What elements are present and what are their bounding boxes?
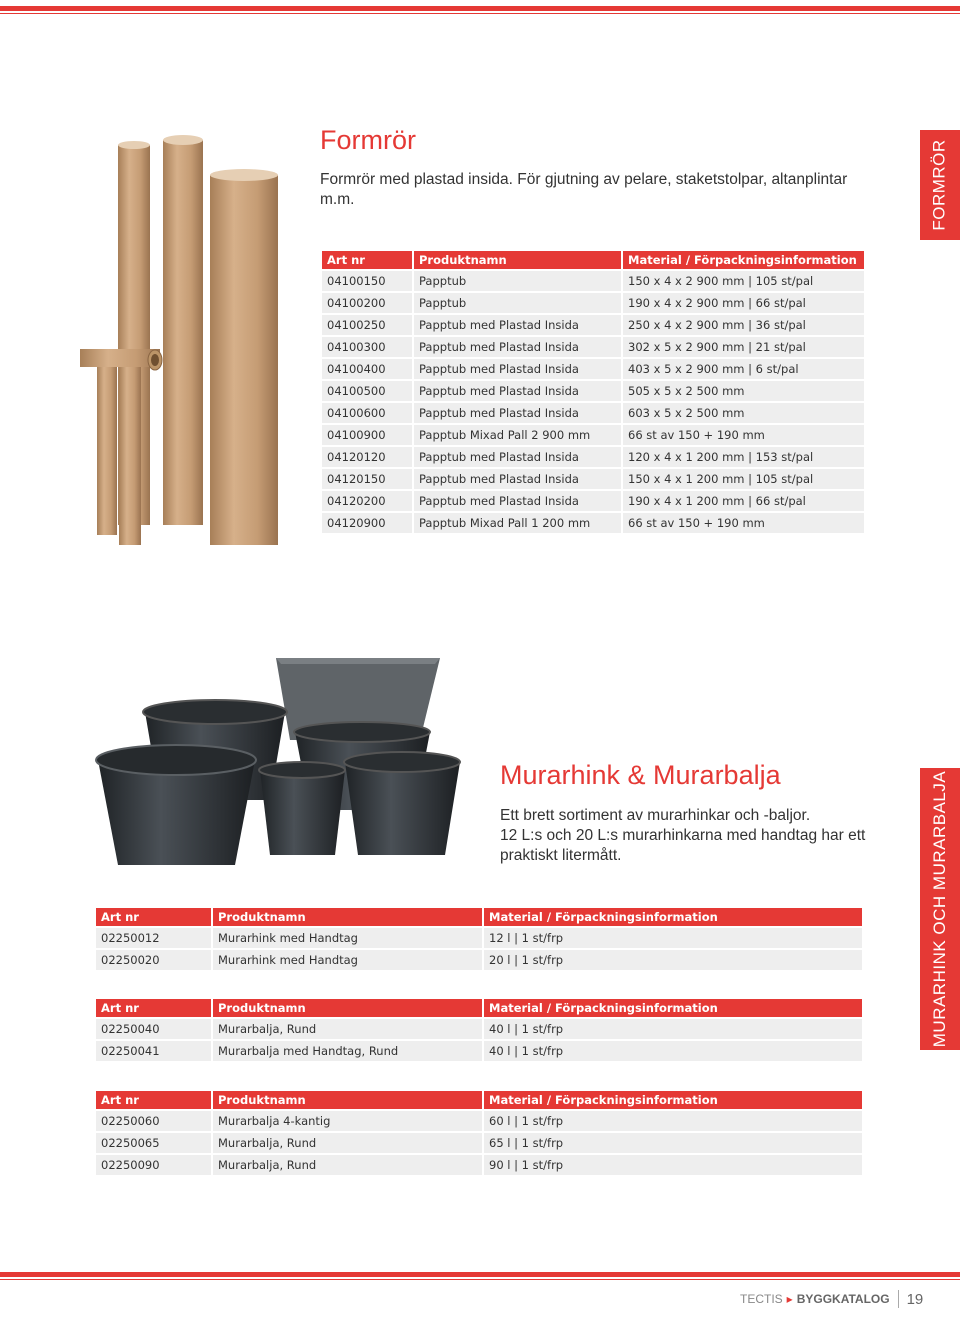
- bottom-accent-line: [0, 1279, 960, 1280]
- column-header: Art nr: [96, 908, 211, 926]
- formror-description: Formrör med plastad insida. För gjutning av pelare, staketstolpar, altanplintar m.m.: [320, 171, 848, 208]
- column-header: Produktnamn: [414, 251, 621, 269]
- table-cell: 603 x 5 x 2 500 mm: [623, 403, 864, 423]
- table-cell: Papptub: [414, 293, 621, 313]
- table-cell: 505 x 5 x 2 500 mm: [623, 381, 864, 401]
- side-tab-murarhink-label: MURARHINK OCH MURARBALJA: [930, 770, 950, 1048]
- formror-title: Formrör: [320, 125, 416, 155]
- table-cell: 66 st av 150 + 190 mm: [623, 513, 864, 533]
- footer-brand: TECTIS: [740, 1292, 783, 1306]
- table-cell: 04100600: [322, 403, 412, 423]
- table-cell: Murarbalja, Rund: [213, 1133, 482, 1153]
- cardboard-tubes-photo: [75, 135, 285, 550]
- top-accent-line: [0, 13, 960, 14]
- table-row: [96, 1133, 862, 1153]
- table-cell: 04120900: [322, 513, 412, 533]
- table-row: [322, 513, 864, 533]
- table-cell: 02250020: [96, 950, 211, 970]
- table-cell: 66 st av 150 + 190 mm: [623, 425, 864, 445]
- table-cell: Papptub med Plastad Insida: [414, 315, 621, 335]
- table-cell: 90 l | 1 st/frp: [484, 1155, 862, 1175]
- table-row: [322, 359, 864, 379]
- table-cell: 04100400: [322, 359, 412, 379]
- table-row: [322, 315, 864, 335]
- table-row: [322, 337, 864, 357]
- column-header: Art nr: [322, 251, 412, 269]
- bottom-accent-bar: [0, 1272, 960, 1277]
- table-cell: Papptub Mixad Pall 2 900 mm: [414, 425, 621, 445]
- formror-product-table: [320, 249, 866, 535]
- table-cell: 120 x 4 x 1 200 mm | 153 st/pal: [623, 447, 864, 467]
- table-row: [96, 1041, 862, 1061]
- table-cell: Papptub med Plastad Insida: [414, 337, 621, 357]
- murarbalja-rund-product-table: [94, 997, 864, 1063]
- table-cell: 04100150: [322, 271, 412, 291]
- table-row: [322, 447, 864, 467]
- table-row: [322, 271, 864, 291]
- table-cell: Papptub med Plastad Insida: [414, 359, 621, 379]
- table-row: [322, 469, 864, 489]
- table-row: [322, 425, 864, 445]
- footer-catalog: BYGGKATALOG: [796, 1292, 890, 1306]
- table-cell: Papptub med Plastad Insida: [414, 381, 621, 401]
- table-row: [96, 1155, 862, 1175]
- murarhink-description-line: 12 L:s och 20 L:s murarhinkarna med handtag har ett: [500, 827, 866, 844]
- table-cell: 190 x 4 x 2 900 mm | 66 st/pal: [623, 293, 864, 313]
- table-cell: 04100200: [322, 293, 412, 313]
- table-cell: 65 l | 1 st/frp: [484, 1133, 862, 1153]
- murarhink-description-line: Ett brett sortiment av murarhinkar och -baljor.: [500, 807, 811, 824]
- table-row: [96, 1111, 862, 1131]
- table-cell: 02250090: [96, 1155, 211, 1175]
- murarhink-product-table: [94, 906, 864, 972]
- table-cell: 12 l | 1 st/frp: [484, 928, 862, 948]
- table-cell: 04120120: [322, 447, 412, 467]
- column-header: Material / Förpackningsinformation: [484, 1091, 862, 1109]
- table-cell: Papptub med Plastad Insida: [414, 447, 621, 467]
- table-cell: 02250041: [96, 1041, 211, 1061]
- murarhink-title: Murarhink & Murarbalja: [500, 760, 781, 790]
- column-header: Produktnamn: [213, 1091, 482, 1109]
- table-cell: Papptub med Plastad Insida: [414, 469, 621, 489]
- table-cell: 302 x 5 x 2 900 mm | 21 st/pal: [623, 337, 864, 357]
- footer-divider: [898, 1290, 899, 1308]
- page-number: 19: [906, 1290, 924, 1308]
- column-header: Produktnamn: [213, 999, 482, 1017]
- table-cell: 02250012: [96, 928, 211, 948]
- column-header: Art nr: [96, 999, 211, 1017]
- table-cell: 02250065: [96, 1133, 211, 1153]
- column-header: Material / Förpackningsinformation: [484, 999, 862, 1017]
- top-accent-bar: [0, 6, 960, 11]
- table-cell: 04100250: [322, 315, 412, 335]
- table-cell: Papptub: [414, 271, 621, 291]
- table-row: [96, 1019, 862, 1039]
- table-cell: 04120200: [322, 491, 412, 511]
- table-row: [322, 293, 864, 313]
- table-cell: Papptub med Plastad Insida: [414, 491, 621, 511]
- mortar-buckets-photo: [90, 650, 465, 880]
- table-cell: Murarhink med Handtag: [213, 928, 482, 948]
- table-cell: 04120150: [322, 469, 412, 489]
- table-cell: 403 x 5 x 2 900 mm | 6 st/pal: [623, 359, 864, 379]
- table-row: [96, 950, 862, 970]
- table-cell: 40 l | 1 st/frp: [484, 1041, 862, 1061]
- table-cell: Papptub Mixad Pall 1 200 mm: [414, 513, 621, 533]
- table-cell: Murarhink med Handtag: [213, 950, 482, 970]
- column-header: Produktnamn: [213, 908, 482, 926]
- footer-arrow-icon: ▸: [786, 1292, 793, 1306]
- murarhink-description-line: praktiskt litermått.: [500, 847, 622, 864]
- table-cell: 04100300: [322, 337, 412, 357]
- table-cell: Murarbalja, Rund: [213, 1019, 482, 1039]
- table-cell: 150 x 4 x 2 900 mm | 105 st/pal: [623, 271, 864, 291]
- column-header: Art nr: [96, 1091, 211, 1109]
- table-cell: Papptub med Plastad Insida: [414, 403, 621, 423]
- table-cell: 20 l | 1 st/frp: [484, 950, 862, 970]
- table-cell: 40 l | 1 st/frp: [484, 1019, 862, 1039]
- table-cell: Murarbalja med Handtag, Rund: [213, 1041, 482, 1061]
- table-cell: 190 x 4 x 1 200 mm | 66 st/pal: [623, 491, 864, 511]
- table-cell: 04100900: [322, 425, 412, 445]
- table-row: [322, 403, 864, 423]
- table-cell: Murarbalja 4-kantig: [213, 1111, 482, 1131]
- table-cell: 150 x 4 x 1 200 mm | 105 st/pal: [623, 469, 864, 489]
- table-row: [96, 928, 862, 948]
- table-cell: Murarbalja, Rund: [213, 1155, 482, 1175]
- column-header: Material / Förpackningsinformation: [623, 251, 864, 269]
- table-cell: 60 l | 1 st/frp: [484, 1111, 862, 1131]
- table-row: [322, 491, 864, 511]
- column-header: Material / Förpackningsinformation: [484, 908, 862, 926]
- page-footer: [740, 1290, 923, 1308]
- side-tab-murarhink: [920, 768, 960, 1050]
- side-tab-formror: [920, 130, 960, 240]
- table-cell: 02250060: [96, 1111, 211, 1131]
- table-cell: 02250040: [96, 1019, 211, 1039]
- table-cell: 04100500: [322, 381, 412, 401]
- murarbalja-large-product-table: [94, 1089, 864, 1177]
- side-tab-formror-label: FORMRÖR: [930, 139, 950, 231]
- murarhink-description: [500, 806, 870, 866]
- table-cell: 250 x 4 x 2 900 mm | 36 st/pal: [623, 315, 864, 335]
- table-row: [322, 381, 864, 401]
